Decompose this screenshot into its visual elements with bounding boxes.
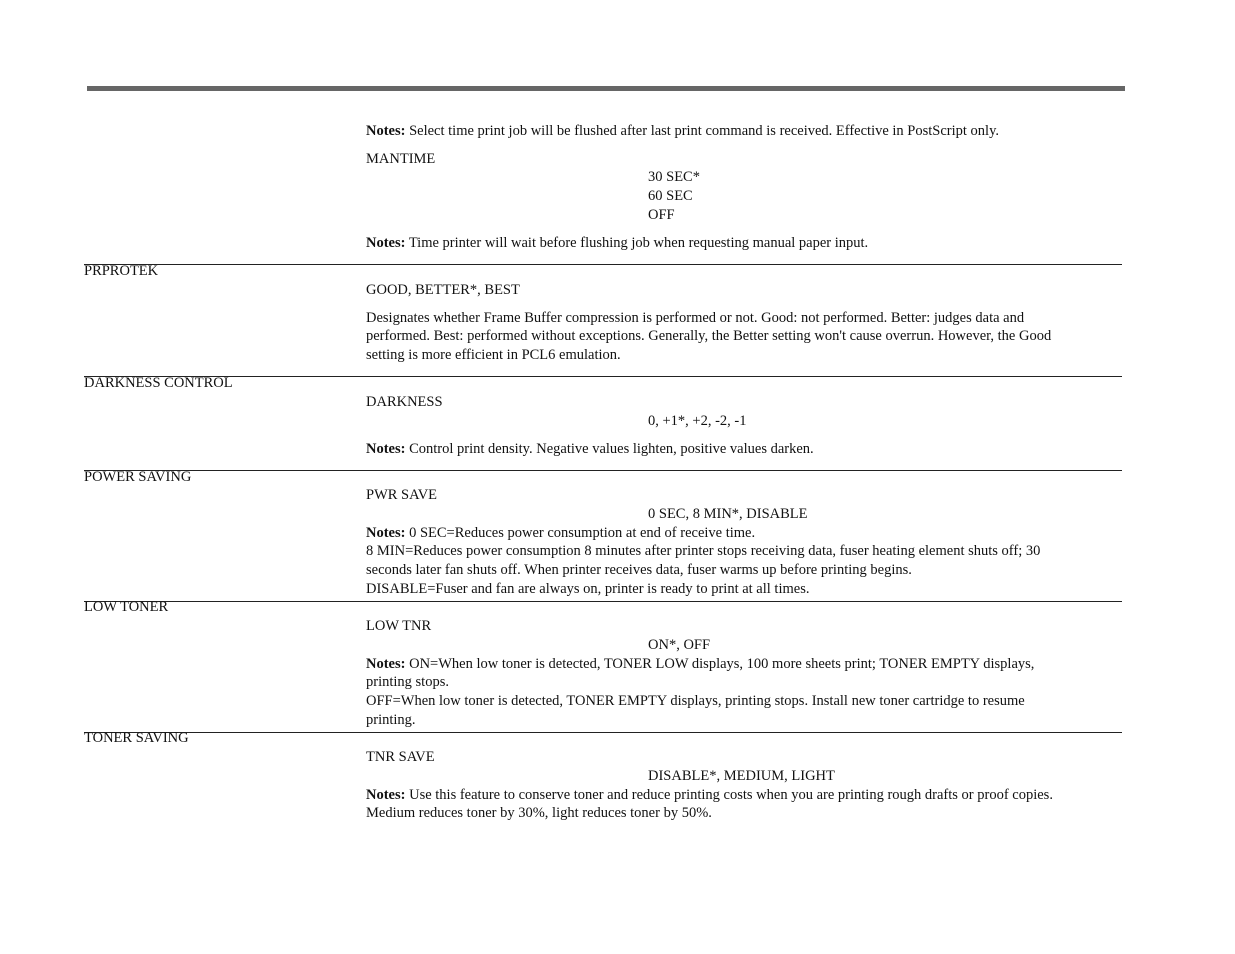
notes-text: Time printer will wait before flushing job when requesting manual paper input. [405,235,869,251]
flush-notes [366,122,999,141]
notes-text: Select time print job will be flushed after last print command is received. Effective in PostScript only. [405,123,1000,139]
mantime-setting: MANTIME [366,151,436,167]
section-divider [84,264,1122,265]
section-heading-darkness: DARKNESS CONTROL [84,375,233,391]
power-setting: PWR SAVE [366,487,438,503]
power-notes-line: DISABLE=Fuser and fan are always on, printer is ready to print at all times. [366,581,810,597]
toner-saving-notes [366,786,1053,805]
power-notes-line: 8 MIN=Reduces power consumption 8 minutes after printer stops receiving data, fuser heating element shuts off; 30 [366,543,1041,559]
darkness-setting: DARKNESS [366,394,443,410]
section-divider [84,601,1122,602]
header-rule [87,86,1125,91]
section-divider [84,376,1122,377]
toner-saving-options: DISABLE*, MEDIUM, LIGHT [648,768,835,784]
power-notes-line: seconds later fan shuts off. When printer receives data, fuser warms up before printing begins. [366,562,912,578]
darkness-notes [366,440,814,459]
section-divider [84,732,1122,733]
mantime-notes [366,234,868,253]
toner-saving-notes-line: Medium reduces toner by 30%, light reduces toner by 50%. [366,805,712,821]
section-heading-toner-saving: TONER SAVING [84,730,189,746]
low-toner-setting: LOW TNR [366,618,432,634]
low-toner-notes-line: printing stops. [366,674,449,690]
toner-saving-setting: TNR SAVE [366,749,435,765]
notes-text: Use this feature to conserve toner and reduce printing costs when you are printing rough drafts or proof copies. [405,787,1053,803]
section-heading-low-toner: LOW TONER [84,599,169,615]
low-toner-notes [366,655,1034,674]
mantime-option: OFF [648,207,675,223]
notes-text: Control print density. Negative values lighten, positive values darken. [405,441,814,457]
darkness-options: 0, +1*, +2, -2, -1 [648,413,747,429]
notes-text: 0 SEC=Reduces power consumption at end of receive time. [405,525,756,541]
low-toner-notes-line: OFF=When low toner is detected, TONER EMPTY displays, printing stops. Install new toner cartridge to resume [366,693,1025,709]
section-heading-power: POWER SAVING [84,469,192,485]
prprotek-description-line: performed. Best: performed without exceptions. Generally, the Better setting won't cause overrun. However, the Good [366,328,1052,344]
section-divider [84,470,1122,471]
notes-label: Notes: [366,123,406,139]
notes-label: Notes: [366,235,406,251]
power-options: 0 SEC, 8 MIN*, DISABLE [648,506,808,522]
low-toner-options: ON*, OFF [648,637,711,653]
mantime-option: 30 SEC* [648,169,700,185]
section-heading-prprotek: PRPROTEK [84,263,159,279]
power-notes [366,524,755,543]
notes-label: Notes: [366,787,406,803]
notes-text: ON=When low toner is detected, TONER LOW displays, 100 more sheets print; TONER EMPTY displays, [405,656,1035,672]
mantime-option: 60 SEC [648,188,693,204]
notes-label: Notes: [366,441,406,457]
low-toner-notes-line: printing. [366,712,416,728]
prprotek-description-line: setting is more efficient in PCL6 emulation. [366,347,621,363]
notes-label: Notes: [366,656,406,672]
prprotek-description-line: Designates whether Frame Buffer compression is performed or not. Good: not performed. Better: judges data and [366,310,1025,326]
prprotek-options: GOOD, BETTER*, BEST [366,282,520,298]
notes-label: Notes: [366,525,406,541]
